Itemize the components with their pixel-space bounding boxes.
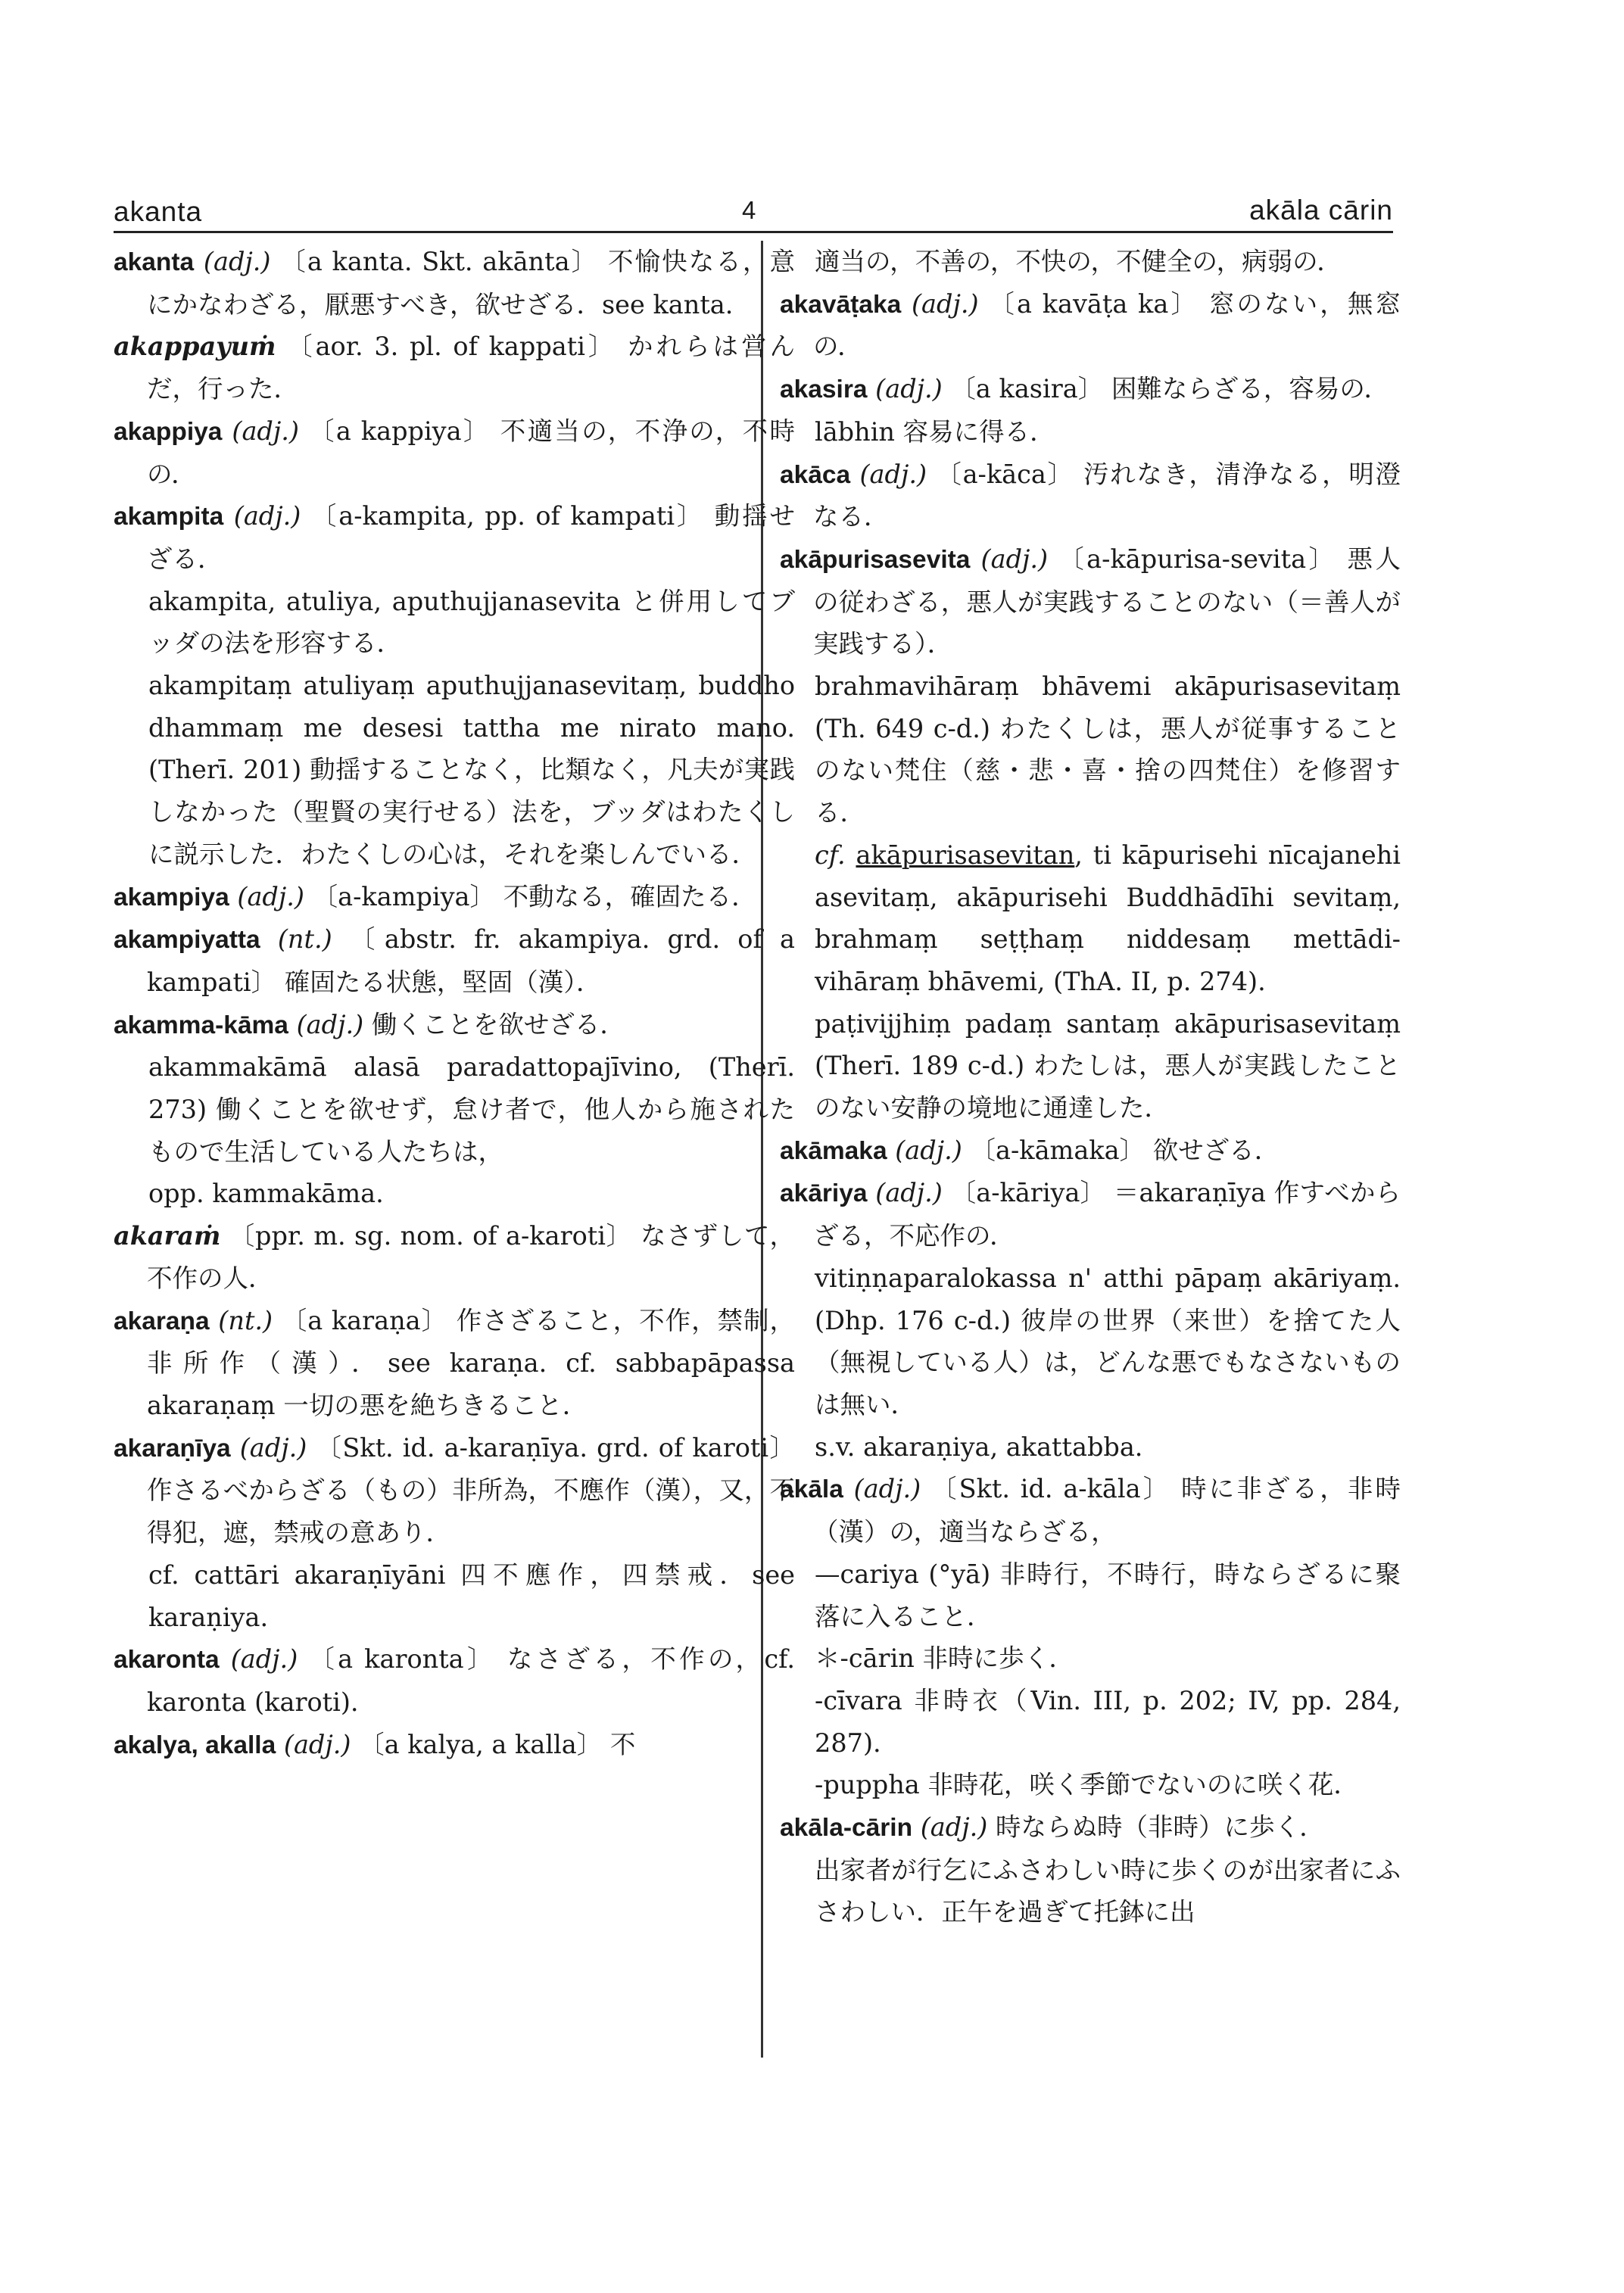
headword: akavāṭaka bbox=[780, 290, 902, 319]
entry-subline bbox=[780, 1257, 1401, 1426]
headword: akampiyatta bbox=[114, 926, 260, 955]
entry-subline bbox=[114, 1173, 795, 1215]
definition-text: , ti kāpurisehi nīcajanehi asevitaṃ, akāpurisehi Buddhādīhi sevitaṃ, brahmaṃ seṭṭhaṃ niddesaṃ mettādi-vihāraṃ bhāvemi, (ThA. II, p. 274). bbox=[815, 840, 1401, 996]
grammar-label: (adj.) bbox=[296, 1009, 364, 1039]
grammar-label: (adj.) bbox=[203, 247, 271, 276]
definition-text: 〔a-kāriya〕 ＝akaraṇīya 作すべからざる，不応作の． bbox=[813, 1178, 1401, 1251]
definition-text: s.v. akaraṇiya, akattabba. bbox=[815, 1432, 1143, 1462]
page-number: 4 bbox=[742, 196, 757, 224]
definition-text: -puppha 非時花，咲く季節でないのに咲く花． bbox=[815, 1770, 1359, 1800]
header-right-guideword: akāla cārin bbox=[1249, 195, 1393, 226]
definition-text: 〔a kasira〕 困難ならざる，容易の． bbox=[950, 374, 1389, 404]
headword: akampiya bbox=[114, 883, 229, 911]
definition-text: 時ならぬ時（非時）に歩く． bbox=[995, 1812, 1325, 1843]
definition-text: 〔a-kāpurisa-sevita〕 悪人の従わざる，悪人が実践することのない（＝善人が実践する）． bbox=[813, 544, 1401, 659]
dictionary-entry bbox=[114, 1300, 795, 1427]
entry-subline bbox=[780, 1553, 1401, 1637]
entry-subline bbox=[780, 1426, 1401, 1469]
dictionary-entry bbox=[114, 410, 795, 495]
definition-text: 〔a-kampita, pp. of kampati〕 動揺せざる． bbox=[147, 501, 795, 574]
running-head bbox=[114, 193, 1393, 233]
definition-text: 〔a karaṇa〕 作さざること，不作，禁制，非所作（漢）．see karaṇa. cf. sabbapāpassa akaraṇaṃ 一切の悪を絶ちきること． bbox=[147, 1305, 796, 1420]
header-left-guideword: akanta bbox=[114, 196, 203, 227]
entry-subline bbox=[114, 665, 795, 876]
definition-text: 〔a kanta. Skt. akānta〕 不愉快なる，意にかなわざる，厭悪すべき，欲せざる．see kanta. bbox=[147, 247, 795, 319]
grammar-label: (nt.) bbox=[218, 1305, 273, 1335]
definition-text: —cariya (°yā) 非時行，不時行，時ならざるに聚落に入ること． bbox=[815, 1559, 1401, 1631]
headword: akāmaka bbox=[780, 1136, 887, 1165]
grammar-label: (adj.) bbox=[875, 1178, 943, 1208]
grammar-label: (adj.) bbox=[859, 459, 927, 489]
definition-text: 〔a kalya, a kalla〕 不 bbox=[359, 1729, 636, 1759]
definition-text: 働くことを欲せざる． bbox=[371, 1009, 625, 1039]
definition-text: vitiṇṇaparalokassa n' atthi pāpaṃ akāriyaṃ. (Dhp. 176 c-d.) 彼岸の世界（来世）を捨てた人（無視している人）は，どんな悪でもなさないものは無い． bbox=[815, 1263, 1401, 1419]
entry-subline bbox=[780, 1637, 1401, 1680]
dictionary-entry bbox=[114, 1427, 795, 1554]
dictionary-entry bbox=[114, 241, 795, 326]
underlined-term: akāpurisasevitan bbox=[856, 840, 1075, 870]
definition-text: 出家者が行乞にふさわしい時に歩くのが出家者にふさわしい．正午を過ぎて托鉢に出 bbox=[815, 1855, 1401, 1927]
entry-subline bbox=[780, 1003, 1401, 1129]
headword: akampita bbox=[114, 503, 224, 531]
definition-text: akampita, atuliya, aputhujjanasevita と併用してブッダの法を形容する． bbox=[148, 586, 795, 659]
definition-text: brahmavihāraṃ bhāvemi akāpurisasevitaṃ (Th. 649 c-d.) わたくしは，悪人が従事することのない梵住（慈・悲・喜・捨の四梵住）を修習する． bbox=[815, 671, 1401, 828]
right-column bbox=[780, 241, 1401, 1933]
dictionary-entry bbox=[114, 326, 795, 410]
headword: akāpurisasevita bbox=[780, 545, 971, 574]
entry-subline bbox=[780, 1849, 1401, 1933]
dictionary-entry bbox=[114, 918, 795, 1003]
dictionary-entry bbox=[780, 453, 1401, 538]
dictionary-entry bbox=[114, 876, 795, 919]
definition-text: 〔Skt. id. a-karaṇīya. grd. of karoti〕 作さるべからざる（もの）非所為，不應作（漢），又，不得犯，遮，禁戒の意あり． bbox=[147, 1432, 795, 1548]
left-column bbox=[114, 241, 795, 1766]
dictionary-entry bbox=[780, 368, 1401, 411]
headword: akaraṁ bbox=[114, 1221, 221, 1251]
cross-reference-label: cf. bbox=[815, 840, 846, 870]
grammar-label: (adj.) bbox=[230, 1644, 298, 1675]
headword: akāriya bbox=[780, 1179, 868, 1208]
definition-text: 〔a kappiya〕 不適当の，不浄の，不時の． bbox=[147, 416, 795, 489]
headword: akasira bbox=[780, 375, 868, 404]
dictionary-entry bbox=[780, 538, 1401, 665]
entry-subline bbox=[114, 1554, 795, 1638]
grammar-label: (nt.) bbox=[277, 924, 332, 955]
entry-subline bbox=[780, 411, 1401, 453]
grammar-label: (adj.) bbox=[920, 1812, 988, 1843]
entry-subline bbox=[780, 241, 1401, 283]
headword: akaronta bbox=[114, 1646, 220, 1675]
definition-text: lābhin 容易に得る． bbox=[815, 416, 1055, 447]
definition-text: 〔abstr. fr. akampiya. grd. of a kampati〕 確固たる状態，堅固（漢）． bbox=[147, 924, 795, 997]
definition-text: opp. kammakāma. bbox=[148, 1179, 384, 1209]
entry-subline bbox=[780, 1680, 1401, 1764]
entry-subline bbox=[114, 1046, 795, 1173]
definition-text: 〔ppr. m. sg. nom. of a-karoti〕 なさずして，不作の人． bbox=[147, 1221, 795, 1293]
entry-subline bbox=[780, 665, 1401, 834]
grammar-label: (adj.) bbox=[853, 1474, 921, 1504]
definition-text: 〔aor. 3. pl. of kappati〕 かれらは営んだ，行った． bbox=[147, 332, 795, 404]
definition-text: 〔a-kāmaka〕 欲せざる． bbox=[970, 1135, 1280, 1165]
grammar-label: (adj.) bbox=[980, 544, 1049, 574]
grammar-label: (adj.) bbox=[237, 881, 304, 911]
definition-text: 〔a-kāca〕 汚れなき，清浄なる，明澄なる． bbox=[813, 459, 1401, 532]
definition-text: ＊-cārin 非時に歩く． bbox=[815, 1643, 1074, 1674]
grammar-label: (adj.) bbox=[895, 1135, 962, 1165]
dictionary-entry bbox=[114, 1724, 795, 1767]
headword: akaraṇa bbox=[114, 1307, 210, 1335]
entry-subline bbox=[114, 581, 795, 665]
grammar-label: (adj.) bbox=[283, 1729, 351, 1759]
headword: akappiya bbox=[114, 417, 223, 446]
grammar-label: (adj.) bbox=[875, 374, 943, 404]
headword: akappayuṁ bbox=[114, 332, 276, 362]
dictionary-entry bbox=[780, 283, 1401, 368]
dictionary-entry bbox=[114, 1638, 795, 1723]
definition-text: 〔a-kampiya〕 不動なる，確固たる． bbox=[312, 881, 757, 911]
definition-text: 〔Skt. id. a-kāla〕 時に非ざる，非時（漢）の，適当ならざる， bbox=[813, 1474, 1401, 1547]
dictionary-entry bbox=[114, 1004, 795, 1047]
grammar-label: (adj.) bbox=[232, 416, 299, 446]
dictionary-entry bbox=[780, 1806, 1401, 1849]
definition-text: 〔a karonta〕 なさざる，不作の，cf. karonta (karoti). bbox=[147, 1644, 796, 1717]
dictionary-entry bbox=[780, 1172, 1401, 1257]
entry-subline bbox=[780, 1764, 1401, 1806]
headword: akaraṇīya bbox=[114, 1434, 231, 1463]
headword: akāla bbox=[780, 1475, 843, 1504]
dictionary-entry bbox=[114, 495, 795, 580]
definition-text: -cīvara 非時衣（Vin. III, p. 202; IV, pp. 284, 287). bbox=[815, 1685, 1401, 1758]
dictionary-entry bbox=[780, 1468, 1401, 1553]
definition-text: akammakāmā alasā paradattopajīvino, (Therī. 273) 働くことを欲せず，怠け者で，他人から施されたもので生活している人たちは， bbox=[148, 1052, 795, 1167]
definition-text: akampitaṃ atuliyaṃ aputhujjanasevitaṃ, buddho dhammaṃ me desesi tattha me nirato mano. (Therī. 201) 動揺することなく，比類なく，凡夫が実践しなかった（聖賢の実行せる）法を，ブッダはわたくしに説示した．わたくしの心は，それを楽しんでいる． bbox=[148, 671, 795, 869]
headword: akāla-cārin bbox=[780, 1814, 913, 1843]
definition-text: cf. cattāri akaraṇīyāni 四不應作，四禁戒．see karaṇiya. bbox=[148, 1559, 795, 1632]
grammar-label: (adj.) bbox=[911, 288, 979, 319]
entry-subline bbox=[780, 834, 1401, 1003]
headword: akalya, akalla bbox=[114, 1731, 276, 1759]
definition-text: 〔a kavāṭa ka〕 窓のない，無窓の． bbox=[813, 288, 1401, 362]
headword: akanta bbox=[114, 248, 195, 276]
definition-text: 適当の，不善の，不快の，不健全の，病弱の． bbox=[815, 247, 1342, 276]
definition-text: paṭivijjhiṃ padaṃ santaṃ akāpurisasevitaṃ (Therī. 189 c-d.) わたしは，悪人が実践したことのない安静の境地に通達した． bbox=[815, 1008, 1401, 1123]
grammar-label: (adj.) bbox=[233, 501, 301, 531]
headword: akāca bbox=[780, 460, 851, 489]
dictionary-entry bbox=[780, 1129, 1401, 1173]
grammar-label: (adj.) bbox=[239, 1432, 307, 1463]
dictionary-entry bbox=[114, 1215, 795, 1299]
headword: akamma-kāma bbox=[114, 1011, 288, 1039]
